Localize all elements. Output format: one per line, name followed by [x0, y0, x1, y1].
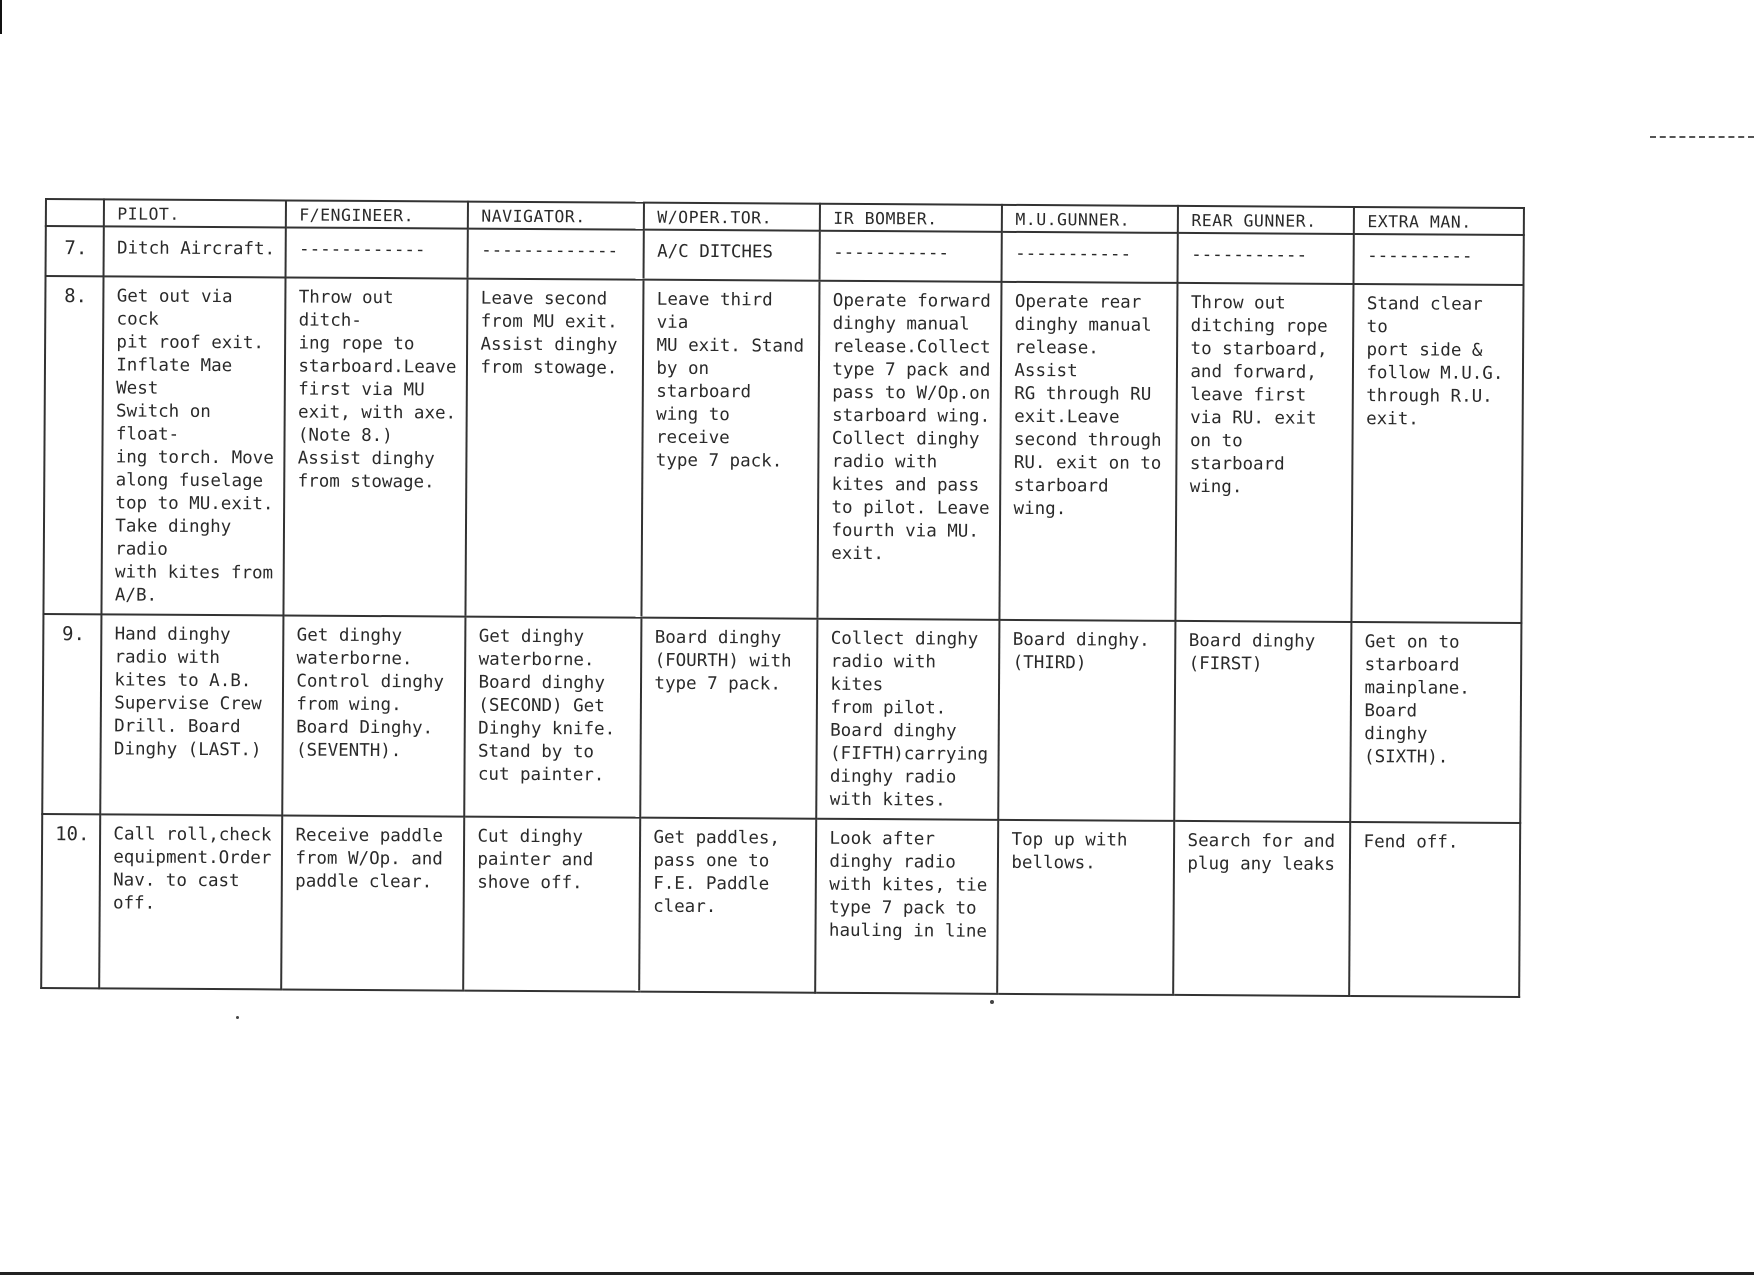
cell-rear-gunner: Board dinghy (FIRST) — [1175, 621, 1352, 822]
table-row — [43, 276, 1524, 623]
cell-mid-upper-gunner: ----------- — [1002, 232, 1178, 283]
cell-air-bomber: Operate forward dinghy manual release.Collect type 7 pack and pass to W/Op.on starboard wing. Collect dinghy radio with kites and pass to pilot. Leave fourth via MU. exit. — [818, 281, 1002, 620]
cell-rear-gunner: Throw out ditching rope to starboard, and forward, leave first via RU. exit on to starboard wing. — [1176, 283, 1354, 622]
header-air-bomber: IR BOMBER. — [820, 204, 1002, 232]
cell-flight-engineer: Receive paddle from W/Op. and paddle clear. — [282, 815, 465, 990]
cell-air-bomber: Collect dinghy radio with kites from pilot. Board dinghy (FIFTH)carrying dinghy radio with kites. — [817, 619, 1000, 820]
header-flight-engineer: F/ENGINEER. — [286, 200, 468, 228]
cell-wireless-operator: Board dinghy (FOURTH) with type 7 pack. — [641, 618, 818, 819]
cell-extra-man: Fend off. — [1350, 822, 1521, 997]
cell-mid-upper-gunner: Operate rear dinghy manual release. Assist RG through RU exit.Leave second through RU. exit on to starboard wing. — [1000, 282, 1178, 621]
header-wireless-operator: W/OPER.TOR. — [644, 203, 820, 231]
cell-extra-man: Get on to starboard mainplane. Board dinghy (SIXTH). — [1351, 622, 1522, 823]
header-pilot: PILOT. — [104, 199, 286, 227]
cell-navigator: Get dinghy waterborne. Board dinghy (SECOND) Get Dinghy knife. Stand by to cut painter. — [465, 617, 642, 818]
ditching-drill-table — [40, 198, 1525, 998]
cell-pilot: Hand dinghy radio with kites to A.B. Supervise Crew Drill. Board Dinghy (LAST.) — [101, 614, 284, 815]
row-number: 7. — [46, 226, 105, 276]
ink-speck — [236, 1016, 239, 1019]
header-navigator: NAVIGATOR. — [468, 202, 644, 230]
cell-pilot: Get out via cock pit roof exit. Inflate Mae West Switch on float- ing torch. Move along fuselage top to MU.exit. Take dinghy radio with kites from A/B. — [102, 276, 286, 615]
cell-navigator: Leave second from MU exit. Assist dinghy from stowage. — [466, 279, 644, 618]
cell-navigator: Cut dinghy painter and shove off. — [464, 817, 641, 992]
cell-mid-upper-gunner: Top up with bellows. — [998, 820, 1175, 995]
cell-pilot: Call roll,check equipment.Order Nav. to cast off. — [100, 814, 283, 989]
stray-dash-mark — [1650, 136, 1754, 140]
row-number: 9. — [42, 614, 102, 814]
cell-rear-gunner: Search for and plug any leaks — [1174, 821, 1351, 996]
scan-bottom-edge — [0, 1272, 1754, 1275]
table-row — [41, 814, 1521, 997]
cell-pilot: Ditch Aircraft. — [104, 226, 286, 277]
ink-speck — [990, 1000, 994, 1004]
cell-wireless-operator: A/C DITCHES — [644, 230, 820, 281]
table-row — [46, 226, 1525, 285]
cell-flight-engineer: ------------ — [286, 227, 468, 278]
cell-air-bomber: ----------- — [820, 231, 1002, 282]
cell-rear-gunner: ----------- — [1178, 233, 1354, 284]
header-number-column — [46, 199, 104, 226]
header-extra-man: EXTRA MAN. — [1354, 207, 1524, 235]
scan-edge-mark — [0, 0, 2, 34]
cell-wireless-operator: Leave third via MU exit. Stand by on starboard wing to receive type 7 pack. — [642, 280, 820, 619]
cell-wireless-operator: Get paddles, pass one to F.E. Paddle clear. — [640, 818, 817, 993]
header-mid-upper-gunner: M.U.GUNNER. — [1002, 205, 1178, 233]
cell-extra-man: ---------- — [1354, 234, 1524, 285]
row-number: 10. — [41, 814, 100, 988]
cell-flight-engineer: Throw out ditch- ing rope to starboard.Leave first via MU exit, with axe. (Note 8.) Assist dinghy from stowage. — [284, 277, 468, 616]
cell-navigator: ------------- — [468, 229, 644, 280]
cell-extra-man: Stand clear to port side & follow M.U.G. through R.U. exit. — [1352, 284, 1524, 623]
cell-mid-upper-gunner: Board dinghy. (THIRD) — [999, 620, 1176, 821]
cell-flight-engineer: Get dinghy waterborne. Control dinghy from wing. Board Dinghy. (SEVENTH). — [283, 615, 466, 816]
row-number: 8. — [43, 276, 103, 614]
header-rear-gunner: REAR GUNNER. — [1178, 206, 1354, 234]
table-row — [42, 614, 1522, 823]
cell-air-bomber: Look after dinghy radio with kites, tie type 7 pack to hauling in line — [816, 819, 999, 994]
